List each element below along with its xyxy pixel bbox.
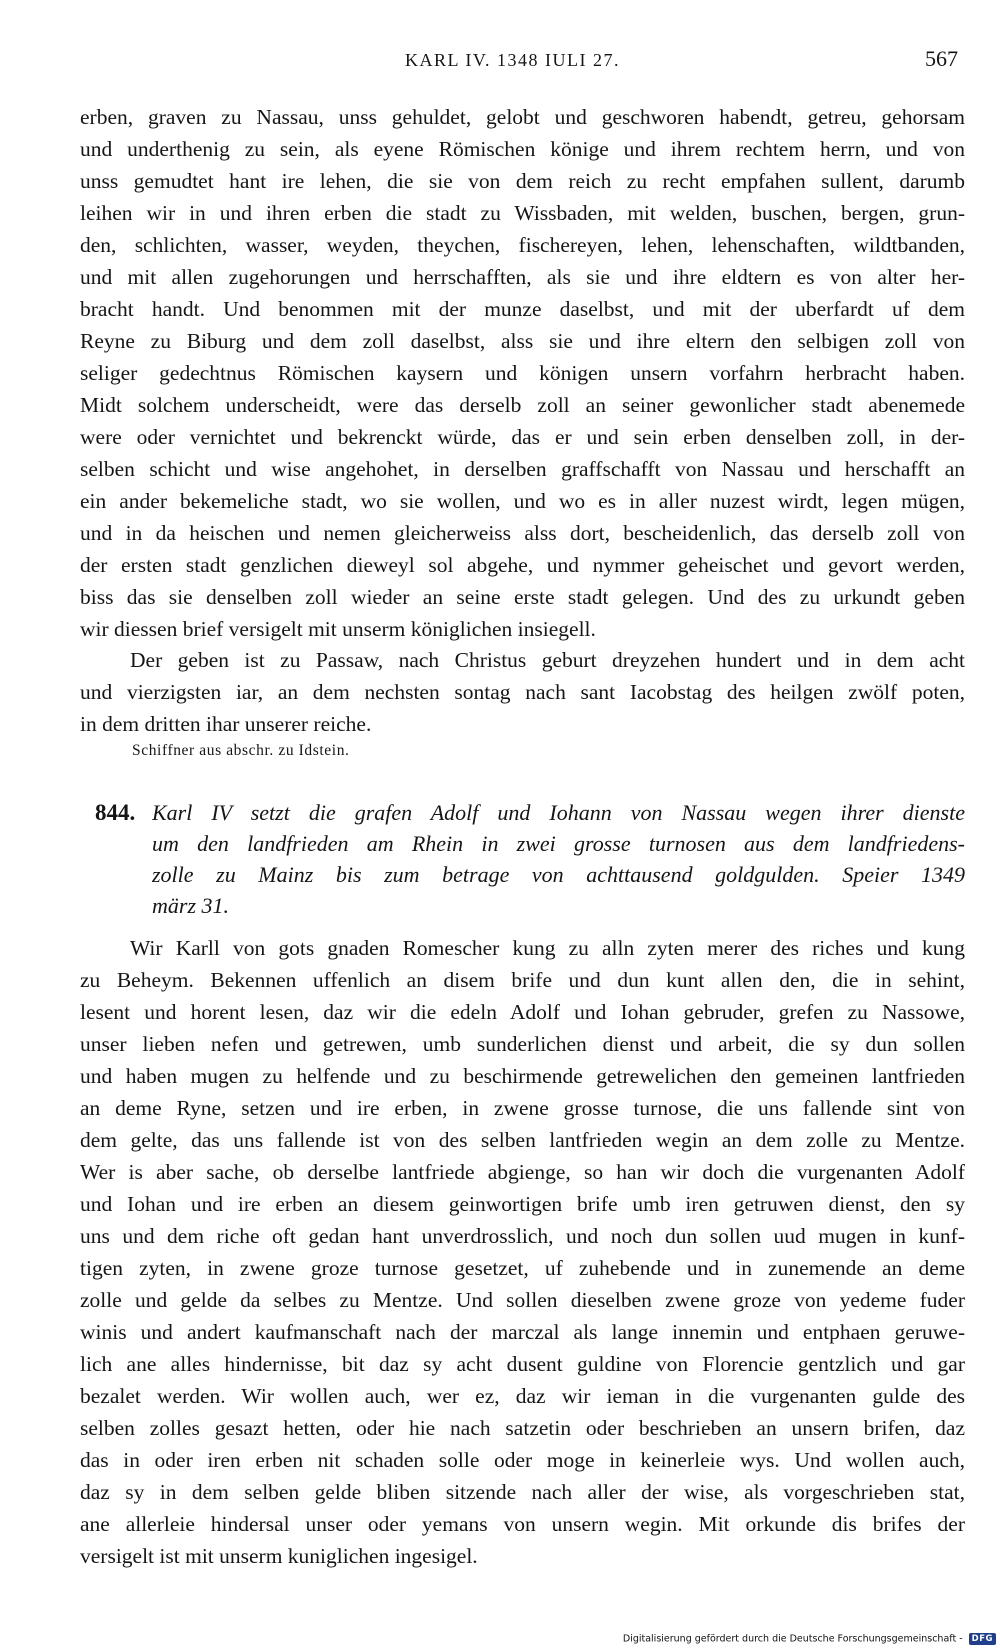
text-line: lesent und horent lesen, daz wir die edeln Adolf und Iohan gebruder, grefen zu Nassowe, [80, 1000, 965, 1024]
text-line: bracht handt. Und benommen mit der munze daselbst, und mit der uberfardt uf dem [80, 297, 965, 321]
text-line: und vierzigsten iar, an dem nechsten sontag nach sant Iacobstag des heilgen zwölf poten, [80, 680, 965, 704]
regest-heading [95, 797, 965, 921]
text-line: und in da heischen und nemen gleicherweiss alss dort, bescheidenlich, das derselb zoll von [80, 521, 965, 545]
text-line: selben schicht und wise angehohet, in derselben graffschafft von Nassau und herschafft an [80, 457, 965, 481]
text-line: ein ander bekemeliche stadt, wo sie wollen, und wo es in aller nuzest wirdt, legen mügen, [80, 489, 965, 513]
text-line: bezalet werden. Wir wollen auch, wer ez, daz wir ieman in die vurgenanten gulde des [80, 1384, 965, 1408]
text-line: Wer is aber sache, ob derselbe lantfriede abgienge, so han wir doch die vurgenanten Adolf [80, 1160, 965, 1184]
regest-line: Karl IV setzt die grafen Adolf und Iohann von Nassau wegen ihrer dienste [152, 800, 965, 825]
text-line: und underthenig zu sein, als eyene Römischen könige und ihrem rechtem herrn, und von [80, 137, 965, 161]
text-line: were oder vernichtet und bekrenckt würde, das er und sein erben denselben zoll, in der- [80, 425, 965, 449]
text-line: Der geben ist zu Passaw, nach Christus geburt dreyzehen hundert und in dem acht [130, 648, 965, 672]
dating-clause [80, 644, 965, 740]
text-line: in dem dritten ihar unserer reiche. [80, 712, 372, 736]
text-line: leihen wir in und ihren erben die stadt zu Wissbaden, mit welden, buschen, bergen, grun- [80, 201, 965, 225]
credit-text: Digitalisierung gefördert durch die Deutsche Forschungsgemeinschaft - [622, 1633, 963, 1645]
text-line: versigelt ist mit unserm kuniglichen ingesigel. [80, 1544, 478, 1568]
regest-line: zolle zu Mainz bis zum betrage von achttausend goldgulden. Speier 1349 [152, 862, 965, 887]
text-line: wir diessen brief versigelt mit unserm königlichen insiegell. [80, 617, 596, 641]
text-line: zu Beheym. Bekennen uffenlich an disem brife und dun kunt allen den, die in sehint, [80, 968, 965, 992]
page-number: 567 [925, 46, 958, 71]
text-line: selben zolles gesazt hetten, oder hie nach satzetin oder beschrieben an unsern brifen, daz [80, 1416, 965, 1440]
charter-text-continued [80, 101, 965, 645]
text-line: daz sy in dem selben gelde bliben sitzende nach aller der wise, als vorgeschrieben stat, [80, 1480, 965, 1504]
text-line: lich ane alles hindernisse, bit daz sy acht dusent guldine von Florencie gentzlich und gar [80, 1352, 965, 1376]
text-line: der ersten stadt genzlichen dieweyl sol abgehe, und nymmer geheischet und gevort werden, [80, 553, 965, 577]
text-line: und Iohan und ire erben an diesem geinwortigen brife umb iren getruwen dienst, den sy [80, 1192, 965, 1216]
charter-text-844 [80, 932, 965, 1572]
text-line: und haben mugen zu helfende und zu beschirmende getrewelichen den gemeinen lantfrieden [80, 1064, 965, 1088]
text-line: uns und dem riche oft gedan hant unverdrosslich, und noch dun sollen uud mugen in kunf- [80, 1224, 965, 1248]
text-line: erben, graven zu Nassau, unss gehuldet, gelobt und geschworen habendt, getreu, gehorsam [80, 105, 965, 129]
dfg-logo: DFG [969, 1633, 996, 1645]
text-line: und mit allen zugehorungen und herrschafften, als sie und ihre eldtern es von alter her- [80, 265, 965, 289]
text-line: tigen zyten, in zwene groze turnose gesetzet, uf zuhebende und in zunemende an deme [80, 1256, 965, 1280]
source-note: Schiffner aus abschr. zu Idstein. [132, 742, 350, 759]
regest-line: um den landfrieden am Rhein in zwei grosse turnosen aus dem landfriedens- [152, 831, 965, 856]
digitization-credit [623, 1633, 996, 1645]
text-line: unss gemudtet hant ire lehen, die sie von dem reich zu recht empfahen sullent, darumb [80, 169, 965, 193]
text-line: Wir Karll von gots gnaden Romescher kung zu alln zyten merer des riches und kung [130, 936, 965, 960]
text-line: das in oder iren erben nit schaden solle oder moge in keinerleie wys. Und wollen auch, [80, 1448, 965, 1472]
text-line: zolle und gelde da selbes zu Mentze. Und sollen dieselben zwene groze von yedeme fuder [80, 1288, 965, 1312]
regest-number: 844. [95, 800, 136, 825]
running-title: KARL IV. 1348 IULI 27. [405, 50, 620, 70]
text-line: winis und andert kaufmanschaft nach der marczal als lange innemin und entphaen geruwe- [80, 1320, 965, 1344]
regest-line: märz 31. [152, 893, 230, 918]
text-line: dem gelte, das uns fallende ist von des selben lantfrieden wegin an dem zolle zu Mentze. [80, 1128, 965, 1152]
text-line: an deme Ryne, setzen und ire erben, in zwene grosse turnose, die uns fallende sint von [80, 1096, 965, 1120]
text-line: Reyne zu Biburg und dem zoll daselbst, alss sie und ihre eltern den selbigen zoll von [80, 329, 965, 353]
text-line: ane allerleie hindersal unser oder yemans von unsern wegin. Mit orkunde dis brifes der [80, 1512, 965, 1536]
text-line: unser lieben nefen und getrewen, umb sunderlichen dienst und arbeit, die sy dun sollen [80, 1032, 965, 1056]
text-line: den, schlichten, wasser, weyden, theychen, fischereyen, lehen, lehenschaften, wildtbanden, [80, 233, 965, 257]
text-line: Midt solchem underscheidt, were das derselb zoll an seiner gewonlicher stadt abenemede [80, 393, 965, 417]
text-line: biss das sie denselben zoll wieder an seine erste stadt gelegen. Und des zu urkundt geben [80, 585, 965, 609]
running-head [0, 46, 1000, 76]
text-line: seliger gedechtnus Römischen kaysern und königen unsern vorfahrn herbracht haben. [80, 361, 965, 385]
